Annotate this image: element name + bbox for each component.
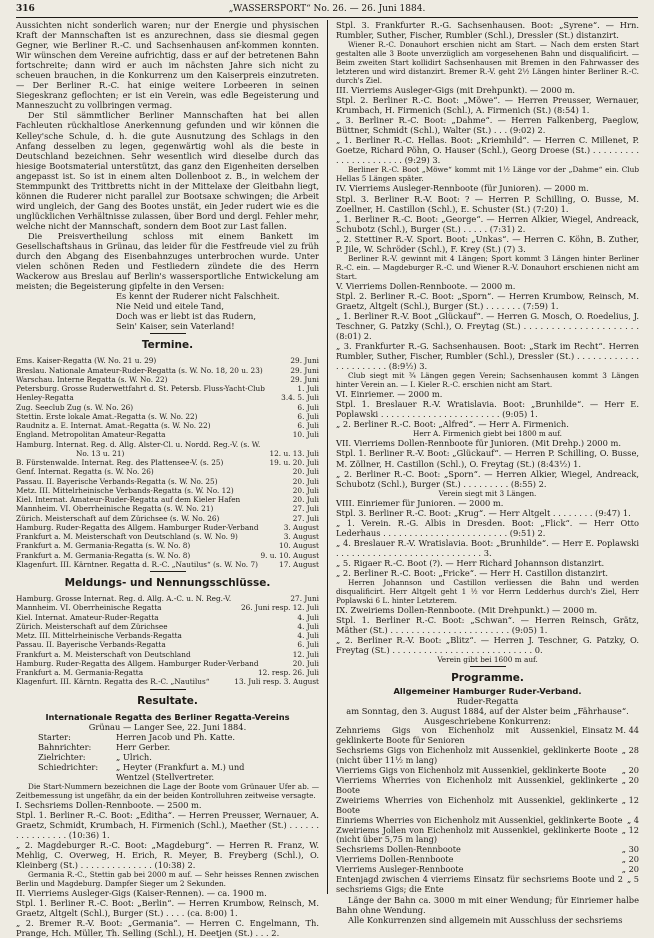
list-item: Metz. III. Mittelrheinische Verbands-Regatta (s. W. No. 12) 20. Juli [16,485,319,495]
programme-item: Zehnriems Gigs von Eichenholz mit Aussenkiel, geklinkerte Boote für Senioren Einsatz M. 44 [336,725,639,746]
section-title-resultate: Resultate. [137,694,198,707]
list-item: Klagenfurt. III. Kärntn. Regatta des R.-C. „Nautilus“ 13. Juli resp. 3. August [16,677,319,687]
race-line: Stpl. 3. Berliner R.-V. Boot: ? — Herren P. Schilling, O. Busse, M. Zoellner, H. Castillon (Schl.), E. Schuster (St.) (7:20) 1. [336,193,639,214]
race-heading: IV. Vierriems Ausleger-Rennboote (für Junioren). — 2000 m. [336,183,589,194]
programme-item: Sechsriems Dollen-Rennboote „ 30 [336,844,639,855]
race-line: „ 5. Rigaer R.-C. Boot (?). — Herr Richard Johannson distanzirt. [336,557,605,568]
left-column [16,20,319,938]
section-title-termine: Termine. [141,339,194,352]
start-note: Die Start-Nummern bezeichnen die Lage der Boote vom Grünauer Ufer ab. — Zeitbemessung ist ungefähr, da ein der beiden Kontrolluhren zeitweise versagte. [16,781,319,800]
page-number: 316 [16,4,35,14]
race-note: Berliner R.-C. Boot „Möwe“ kommt mit 1½ Länge vor der „Dahme“ ein. Club Hellas 5 Längen später. [336,165,639,184]
programme-item: Zweiriems Jollen von Eichenholz mit Aussenkiel, geklinkerte Boote (nicht über 5,75 m lang) „ 12 [336,824,639,845]
race-note: Club siegt mit ¾ Längen gegen Verein; Sachsenhausen kommt 3 Längen hinter Verein an. — I. Kieler R.-C. erschien nicht am Start. [336,371,639,390]
race-line: „ 1. Verein. R.-G. Albis in Dresden. Boot: „Flick“. — Herr Otto Lederhaus . . . . . . . . . . . . . . . . . . . . . . . . (9:51) 2. [336,517,639,538]
list-item: Hamburg. Grosse Internat. Reg. d. Allg. A.-C. u. N. Reg.-V. 27. Juni [16,594,319,604]
report-paragraph: Aussichten nicht sonderlich waren; nur der Energie und physischen Kraft der Mannschaften ist es anzurechnen, dass sie diesmal gegen Gegner, wie Berliner R.-C. und Sachsenhausen anf-kommen konnten. Wir wünschen dem Vereine aufrichtig, dass er auf der betretenen Bahn fortschreite; dann wird er auch im nächsten Jahre sich nicht zu scheuen brauchen, in die Konkurrenz um den Kaiserpreis einzutreten. — Der Berliner R.-C. hat einige weitere Lorbeeren in seinen Siegeskranz geflochten; er ist ein Verein, was edle Begeisterung und Manneszucht zu vollbringen vermag. [16,20,319,111]
list-item: Zug. Seeclub Zug (s. W. No. 26) 6. Juli [16,402,319,412]
official-row: Bahnrichter: Herr Gerber. [38,741,171,752]
list-item: Petersburg. Grosse Ruderwettfahrt d. St. Petersb. Fluss-Yacht-Club 1. Juli [16,384,319,394]
meldung-list [16,594,319,687]
list-item: Frankfurt a. M. Germania-Regatta (s. W. No. 8) 10. August [16,541,319,551]
race-line: Stpl. 3. Frankfurter R.-G. Sachsenhausen. Boot: „Syrene“. — Hrn. Rumbler, Suther, Fischer, Rumbler (Schl.), Dressler (St.) distanzirt. [336,20,639,41]
programme-date: am Sonntag, den 3. August 1884, auf der Alster beim „Fährhause“. [346,706,629,717]
list-item: England. Metropolitan Amateur-Regatta 10. Juli [16,430,319,440]
race-line: „ 2. Berliner R.-C. Boot: „Fricke“. — Herr H. Castillon distanzirt. [336,567,609,578]
race-line: „ 2. Stettiner R.-V. Sport. Boot: „Unkas“. — Herren C. Köhn, B. Zuther, P. Jile, W. Schröder (Schl.), F. Krey (St.) (7) 3. [336,233,639,254]
race-note: Herr A. Firmenich giebt bei 1800 m auf. [413,429,562,439]
programme-closing: Länge der Bahn ca. 3000 m mit einer Wendung; für Einriemer halbe Bahn ohne Wendung. [336,894,639,915]
list-item: Frankfurt a. M. Germania-Regatta 12. resp. 26. Juli [16,668,319,678]
verse-line: Nie Neid und eitele Tand, [116,301,225,312]
list-item: Zürich. Meisterschaft auf dem Zürichsee (s. W. No. 26) 27. Juli [16,513,319,523]
column-divider [327,20,328,894]
list-item: Hamburg. Ruder-Regatta des Allgem. Hamburger Ruder-Verband 3. August [16,522,319,532]
race-heading: III. Vierriems Ausleger-Gigs (mit Drehpunkt). — 2000 m. [336,85,576,96]
programme-item: Vierriems Ausleger-Rennboote „ 20 [336,864,639,875]
report-paragraph: Der Stil sämmtlicher Berliner Mannschaften hat bei allen Fachleuten rückhaltlose Anerkennung gefunden und wir können die Kelley'sche Schule, d. h. die gute Ausnutzung des Schlags in den Anfang desselben zu legen, gegenwärtig wohl als die beste in Deutschland bezeichnen. Sehr wesentlich wird dieselbe durch das hiesige Bootsmaterial unterstützt, das ganz den Eigenheiten derselben angepasst ist. So ist in einem alten Dollenboot z. B., in welchem der Stemmpunkt des Trittbretts nicht in der Mittelaxe der Gleitbahn liegt, können die Ruderer nicht parallel zur Bootsaxe schwingen; die Arbeit wird ungleich, der Gang des Bootes unstät, ein Jeder rudert wie es die unglücklichen Verhältnisse zulassen, über Bord und dergl. Fehler mehr, welche nicht der Mannschaft, sondern dem Boot zur Last fallen. [16,110,319,231]
race-line: Stpl. 1. Berliner R.-V. Boot: „Glückauf“. — Herren P. Schilling, O. Busse, M. Zöllner, H. Castillon (Schl.), O. Freytag (St.) (8:43½) 1. [336,448,639,469]
programme-list [336,726,639,894]
verse-line: Sein' Kaiser, sein Vaterland! [116,321,235,332]
race-line: II. Vierriems Ausleger-Gigs (Kaiser-Rennen). — ca. 1900 m. [16,888,267,899]
race-line: „ 3. Frankfurter R.-G. Sachsenhausen. Boot: „Stark im Recht“. Herren Rumbler, Suther, Fischer, Rumbler (Schl.), Dressler (St.) . . . . . . . . . . . . . . . . . . . . . . (8:9½) 3. [336,341,639,372]
programme-closing: Alle Konkurrenzen sind allgemein mit Ausschluss der sechsriems [348,914,623,925]
programme-item: Vierriems Dollen-Rennboote „ 20 [336,854,639,865]
race-line: „ 1. Berliner R.-C. Boot: „George“. — Herren Alkier, Wiegel, Andreack, Schubotz (Schl.), Burger (St.) . . . . . (7:31) 2. [336,213,639,234]
report-paragraph: Die Preisvertheilung schloss mit einem Bankett im Gesellschaftshaus in Grünau, das leider für die Festfreude viel zu früh durch den Abgang des Eisenbahnzuges unterbrochen wurde. Unter vielen schönen Reden und Festliedern zündete die des Herrn Wackerow aus Breslau auf Berlin's wassersportliche Entwickelung am meisten; die Begeisterung gipfelte in den Versen: [16,230,319,292]
programme-item: Einriems Wherries von Eichenholz mit Aussenkiel, geklinkerte Boote „ 4 [336,814,639,825]
termine-list [16,356,319,569]
list-item: Mannheim. VI. Oberrheinische Regatta (s. W. No. 21) 27. Juli [16,504,319,514]
list-item: Kiel. Internat. Amateur-Ruder-Regatta 4. Juli [16,612,319,622]
race-heading: VIII. Einriemer für Junioren. — 2000 m. [336,497,504,508]
programme-item: Sechsriems Gigs von Eichenholz mit Aussenkiel, geklinkerte Boote (nicht über 11½ m lang) „ 28 [336,745,639,766]
programme-event: Ruder-Regatta [456,696,519,707]
separator [150,571,186,572]
race-line: Stpl. 3. Berliner R.-C. Boot: „Krug“. — Herr Altgelt . . . . . . . . (9:47) 1. [336,507,631,518]
verse-line: Es kennt der Ruderer nicht Falschheit. [116,291,280,302]
list-item: Mannheim. VI. Oberrheinische Regatta 26. Juni resp. 12. Juli [16,603,319,613]
separator [150,689,186,690]
separator [470,666,506,667]
race-line: „ 2. Berliner R.-C. Boot: „Sporn“. — Herren Alkier, Wiegel, Andreack, Schubotz (Schl.), Burger (St.) . . . . . . . . . (8:55) 2. [336,468,639,489]
race-line: Stpl. 1. Berliner R.-C. Boot: „Berlin“. — Herren Krumbow, Reinsch, M. Graetz, Altgelt (Schl.), Burger (St.) . . . . (ca. 8:00) 1. [16,898,319,919]
list-item: Frankfurt a. M. Germania-Regatta (s. W. No. 8) 9. u. 10. August [16,550,319,560]
programme-subhead: Ausgeschriebene Konkurrenz: [424,716,551,727]
officials [16,732,319,782]
list-item: Klagenfurt. III. Kärntner. Regatta d. R.-C. „Nautilus“ (s. W. No. 7) 17. August [16,559,319,569]
programme-item: Zweiriems Wherries von Eichenholz mit Aussenkiel, geklinkerte Boote „ 12 [336,794,639,815]
separator [150,333,186,334]
result-place: Grünau — Langer See, 22. Juni 1884. [88,721,247,732]
page-header [16,4,638,16]
race-heading: IX. Zweiriems Dollen-Rennboote. (Mit Drehpunkt.) — 2000 m. [336,605,598,616]
masthead: „WASSERSPORT“ No. 26. — 26. Juni 1884. [228,4,426,14]
list-item: Breslau. Nationale Amateur-Ruder-Regatta (s. W. No. 18, 20 u. 23) 29. Juni [16,365,319,375]
list-item: Metz. III. Mittelrheinische Verbands-Regatta 4. Juli [16,631,319,641]
race-line: „ 2. Magdeburger R.-C. Boot: „Magdeburg“. — Herren R. Franz, W. Mehlig, C. Overweg, H. Erich, R. Meyer, B. Freyberg (Schl.), O. Kleinberg (St.) . . . . . . . . . . . . . . (10:38) 2. [16,839,319,871]
list-item: Henley-Regatta 3.4. 5. Juli [16,393,319,403]
list-item: Ems. Kaiser-Regatta (W. No. 21 u. 29) 29. Juni [16,356,319,366]
race-line: Stpl. 2. Berliner R.-C. Boot: „Sporn“. — Herren Krumbow, Reinsch, M. Graetz, Altgelt (Schl.), Burger (St.) . . . . . . . (7:59) 1. [336,290,639,311]
list-item: Genf. Internat. Regatta (s. W. No. 26) 20. Juli [16,467,319,477]
race-heading: V. Vierriems Dollen-Rennboote. — 2000 m. [336,280,516,291]
race-note: Berliner R.-V. gewinnt mit 4 Längen; Sport kommt 3 Längen hinter Berliner R.-C. ein. — Magdeburger R.-C. und Wiener R.-V. Donauhort erschienen nicht am Start. [336,253,639,281]
programme-item: Vierriems Wherries von Eichenholz mit Aussenkiel, geklinkerte Boote „ 20 [336,774,639,795]
list-item: B. Fürstenwalde. Internat. Reg. des Plattensee-V. (s. 25) 19. u. 20. Juli [16,458,319,468]
race-line: „ 3. Berliner R.-C. Boot: „Dahme“. — Herren Falkenberg, Paeglow, Büttner, Schmidt (Schl.), Walter (St.) . . . (9:02) 2. [336,115,639,136]
race-note: Wiener R.-C. Donauhort erschien nicht am Start. — Nach dem ersten Start gestalten alle 3 Boote unverzüglich am vorgesehenen Bahn und disqualificirt. — Beim zweiten Start kollidirt Sachsenhausen mit Bremen in den Fahrwasser des letzteren und wird distanzirt. Bremer R.-V. geht 2½ Längen hinter Berliner R.-C. durch's Ziel. [336,40,639,86]
programme-item: Entenjagd zwischen 4 vierriems Einsatz für sechsriems Boote und 2 sechsriems Gigs; die Ente „ 5 [336,874,639,894]
race-note: Verein siegt mit 3 Längen. [438,488,537,498]
programme-org: Allgemeiner Hamburger Ruder-Verband. [393,686,582,697]
verse-line: Doch was er liebt ist das Rudern, [116,311,257,322]
programme-item: Vierriems Gigs von Eichenholz mit Aussenkiel, geklinkerte Boote „ 20 [336,765,639,776]
list-item: Stettin. Erste lokale Amat.-Regatta (s. W. No. 22) 6. Juli [16,411,319,421]
race-note: Herren Johannson und Castillon verliessen die Bahn und werden disqualificirt. Herr Altgelt geht 1 ½ vor Herrn Ledderhus durch's Ziel, Herr Poplawski 6 L. hinter Letzterem. [336,578,639,606]
race-line: Stpl. 2. Berliner R.-C. Boot: „Möwe“. — Herren Preusser, Wernauer, Krumbach, H. Firmenich (Schl.), A. Firmenich (St.) (8:54) 1. [336,95,639,116]
race-line: Stpl. 1. Berliner R.-C. Boot: „Editha“. — Herren Preusser, Wernauer, A. Graetz, Schmidt, Krumbach, H. Firmenich (Schl.), Maether (St.) . . . . . . . . . . . . . . . . (10:36) 1. [16,809,319,840]
list-item: Passau. II. Bayerische Verbands-Regatta 6. Juli [16,640,319,650]
list-item: Frankfurt a. M. Meisterschaft von Deutschland (s. W. No. 9) 3. August [16,532,319,542]
official-row: Zielrichter: „ Ulrich. [38,751,152,762]
list-item: Hamburg. Internat. Reg. d. Allg. Alster-Cl. u. Nordd. Reg.-V. (s. W. [16,439,261,449]
race-line: „ 2. Bremer R.-V. Boot: „Germania“. — Herren C. Engelmann, Th. Prange, Hch. Müller, Th. Selling (Schl.), H. Deetjen (St.) . . . 2. [16,918,319,938]
list-item: Zürich. Meisterschaft auf dem Zürichsee 4. Juli [16,621,319,631]
race-heading: VII. Vierriems Dollen-Rennboote für Junioren. (Mit Drehp.) 2000 m. [336,438,622,449]
race-note: Germania R.-C., Stettin gab bei 2000 m auf. — Sehr heisses Rennen zwischen Berlin und Magdeburg. Dampfer Sieger um 2 Sekunden. [16,870,319,889]
section-title-meldungen: Meldungs- und Nennungsschlüsse. [64,577,271,590]
race-line: „ 2. Berliner R.-V. Boot: „Blitz“. — Herren J. Teschner, G. Patzky, O. Freytag (St.) . . . . . . . . . . . . . . . . . . . . . . . . . . . 0. [336,635,639,656]
race-line: Stpl. 1. Breslauer R.-V. Wratislavia. Boot: „Brunhilde“. — Herr E. Poplawski . . . . . . . . . . . . . . . . . . . . . . . (9:05) 1. [336,399,639,420]
verse [16,291,319,331]
right-column [336,20,639,925]
official-row: Schiedrichter: „ Heyter (Frankfurt a. M.) und [38,761,245,772]
list-item: Kiel. Internat. Amateur-Ruder-Regatta auf dem Kieler Hafen 20. Juli [16,495,319,505]
race-line: I. Sechsriems Dollen-Rennboote. — 2500 m. [16,799,202,810]
list-item: Raudnitz a. E. Internat. Amat.-Regatta (s. W. No. 22) 6. Juli [16,421,319,431]
race-note: Verein gibt bei 1600 m auf. [437,655,538,665]
official-row: Wentzel (Stellvertreter. [116,771,215,782]
race-line: Stpl. 1. Berliner R.-C. Boot: „Schwan“. — Herren Reinsch, Grätz, Mäther (St.) . . . . . . . . . . . . . . . . . . . . . . . (9:05) 1. [336,615,639,636]
list-item: Hamburg. Ruder-Regatta des Allgem. Hamburger Ruder-Verband 20. Juli [16,658,319,668]
list-item: Warschau. Interne Regatta (s. W. No. 22) 29. Juni [16,374,319,384]
list-item: No. 13 u. 21) 12. u. 13. Juli [76,448,319,458]
race-line: „ 4. Breslauer R.-V. Wratislavia. Boot: „Brunhilde“. — Herr E. Poplawski . . . . . . . . . . . . . . . . . . . . . . . . . . . . 3. [336,537,639,558]
official-row: Starter: Herren Jacob und Ph. Katte. [38,731,236,742]
list-item: Passau. II. Bayerische Verbands-Regatta (s. W. No. 25) 20. Juli [16,476,319,486]
race-line: „ 1. Berliner R.-C. Hellas. Boot: „Kriemhild“. — Herren C. Millenet, P. Goetze, Richard Pöhn, O. Hauser (Schl.), Georg Droese (St.) . . . . . . . . . . . . . . . . . . . . . . (9:29) 3. [336,135,639,166]
race-line: „ 2. Berliner R.-C. Boot: „Alfred“. — Herr A. Firmenich. [336,419,569,430]
section-title-programme: Programme. [451,672,524,685]
list-item: Frankfurt a. M. Meisterschaft von Deutschland 12. Juli [16,649,319,659]
race-line: „ 1. Berliner R.-V. Boot „Glückauf“. — Herren G. Mosch, O. Roedelius, J. Teschner, G. Patzky (Schl.), O. Freytag (St.) . . . . . . . . . . . . . . . . . . . . . (8:01) 2. [336,310,639,342]
race-heading: VI. Einriemer. — 2000 m. [336,389,443,400]
result-subtitle: Internationale Regatta des Berliner Regatta-Vereins [45,711,290,722]
header-rule [16,17,638,18]
